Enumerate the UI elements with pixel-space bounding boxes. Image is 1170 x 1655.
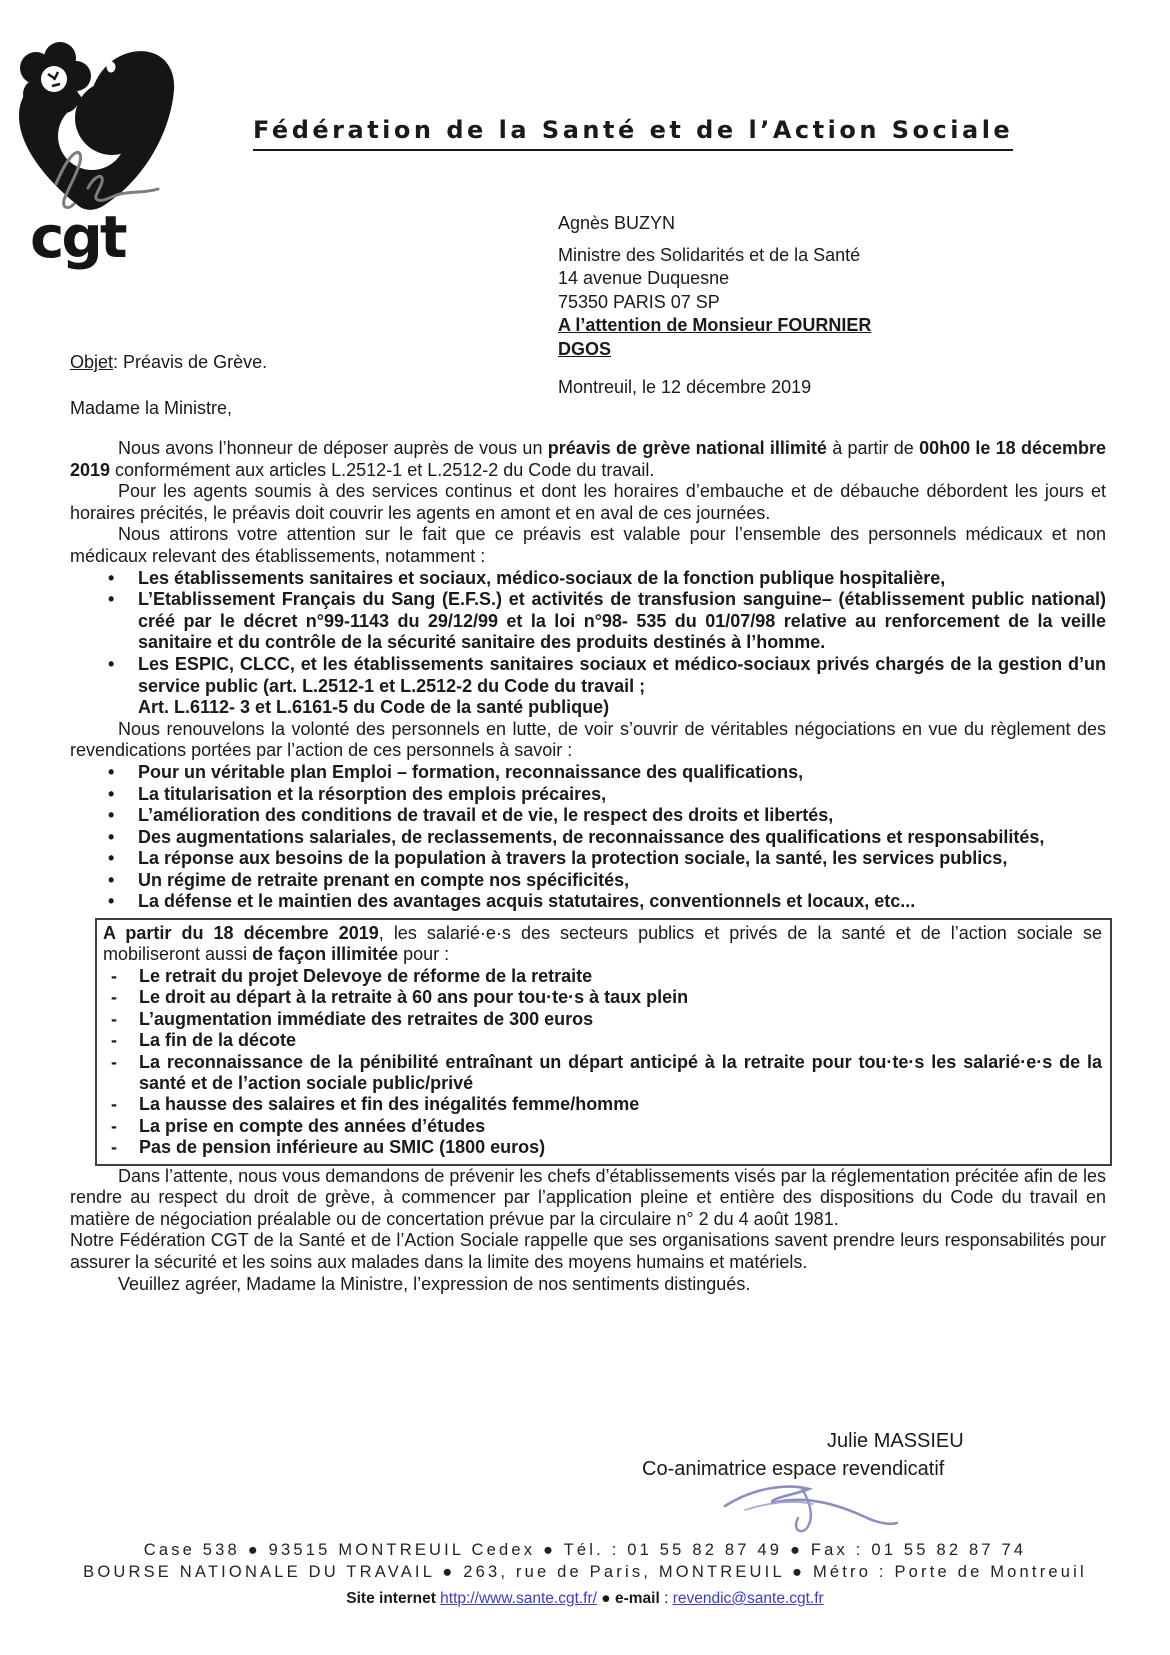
- email-link[interactable]: revendic@sante.cgt.fr: [672, 1590, 824, 1607]
- text-segment: A partir du 18 décembre 2019: [103, 923, 379, 944]
- text-segment: préavis de grève national illimité: [547, 438, 827, 458]
- list-item: - Le droit au départ à la retraite à 60 ans pour tou·te·s à taux plein: [103, 987, 1102, 1008]
- attention-service: DGOS: [558, 338, 612, 359]
- email-colon: :: [664, 1590, 669, 1607]
- list-item: • Des augmentations salariales, de reclassements, de reconnaissance des qualifications et responsabilités,: [70, 827, 1106, 849]
- box-demands-list: [103, 966, 1102, 1159]
- text-segment: conformément aux articles L.2512-1 et L.2512-2 du Code du travail.: [110, 459, 655, 480]
- text-segment: , les salarié·e·s des secteurs publics et privés de la santé et de l’action sociale se mobiliseront aussi: [103, 923, 1102, 965]
- list-item: • La réponse aux besoins de la population à travers la protection sociale, la santé, les services publics,: [70, 848, 1106, 870]
- recipient-city: 75350 PARIS 07 SP: [558, 291, 720, 312]
- footer-address-line1: Case 538 ● 93515 MONTREUIL Cedex ● Tél. : 01 55 82 87 49 ● Fax : 01 55 82 87 74: [143, 1541, 1027, 1559]
- logo-cgt-text: cgt: [30, 203, 125, 271]
- text-segment: Art. L.6112- 3 et L.6161-5 du Code de la santé publique): [138, 697, 610, 718]
- organization-title: Fédération de la Santé et de l’Action Sociale: [253, 116, 1013, 151]
- list-item: [70, 654, 1106, 719]
- establishments-list: [70, 568, 1106, 719]
- list-item: • L’Etablissement Français du Sang (E.F.S.) et activités de transfusion sanguine– (établissement public national) créé par le décret n°99-1143 du 29/12/99 et la loi n°98- 535 du 01/07/98 relative au renforcement de la veille sanitaire et du contrôle de la sécurité sanitaire des produits destinés à l’homme.: [70, 589, 1106, 654]
- paragraph-notice: [70, 438, 1106, 481]
- attention-line: A l’attention de Monsieur FOURNIER: [558, 315, 872, 335]
- strike-box: [95, 918, 1112, 1165]
- list-item: - La fin de la décote: [103, 1030, 1102, 1051]
- list-item: • L’amélioration des conditions de travail et de vie, le respect des droits et libertés,: [70, 805, 1106, 827]
- list-item: - Le retrait du projet Delevoye de réforme de la retraite: [103, 966, 1102, 987]
- paragraph-warning: Dans l’attente, nous vous demandons de prévenir les chefs d’établissements visés par la réglementation précitée afin de les rendre au respect du droit de grève, à commencer par l’application pleine et entière des dispositions du Code du travail en matière de négociation préalable ou de concertation prévue par la circulaire n° 2 du 4 août 1981.: [70, 1165, 1106, 1229]
- footer: [0, 1540, 1170, 1608]
- list-item: • La défense et le maintien des avantages acquis statutaires, conventionnels et locaux, etc...: [70, 891, 1106, 913]
- paragraph-responsibility: Notre Fédération CGT de la Santé et de l’Action Sociale rappelle que ses organisations savent prendre leurs responsabilités pour assurer la sécurité et les soins aux malades dans la limite des moyens humains et matériels.: [70, 1230, 1106, 1272]
- recipient-name: Agnès BUZYN: [558, 213, 676, 233]
- cgt-logo: [8, 36, 198, 271]
- list-item: • Les établissements sanitaires et sociaux, médico-sociaux de la fonction publique hospitalière,: [70, 568, 1106, 590]
- email-label: e-mail: [614, 1590, 660, 1607]
- demands-list: [70, 762, 1106, 913]
- text-segment: 00h00 le 18 décembre 2019: [70, 438, 1107, 480]
- box-intro: [103, 923, 1102, 966]
- signature-icon: [715, 1480, 905, 1535]
- paragraph-negotiations: Nous renouvelons la volonté des personnels en lutte, de voir s’ouvrir de véritables négociations en vue du règlement des revendications portées par l’action de ces personnels à savoir :: [70, 718, 1106, 761]
- subject-label: Objet: [70, 352, 114, 372]
- list-item: - La prise en compte des années d’études: [103, 1116, 1102, 1137]
- salutation: Madame la Ministre,: [70, 398, 233, 418]
- text-segment: Les ESPIC, CLCC, et les établissements sanitaires sociaux et médico-sociaux privés chargés de la gestion d’un service public (art. L.2512-1 et L.2512-2 du Code du travail ;: [138, 653, 1106, 696]
- footer-address-line2: BOURSE NATIONALE DU TRAVAIL ● 263, rue de Paris, MONTREUIL ● Métro : Porte de Montreuil: [83, 1562, 1087, 1581]
- footer-separator: ●: [601, 1590, 611, 1607]
- list-item: - L’augmentation immédiate des retraites de 300 euros: [103, 1009, 1102, 1030]
- footer-contact-line: [0, 1590, 1170, 1608]
- text-segment: de façon illimitée: [252, 944, 399, 965]
- paragraph-continuous-services: Pour les agents soumis à des services continus et dont les horaires d’embauche et de débauche débordent les jours et horaires précités, le préavis doit couvrir les agents en amont et en aval de ces journées.: [70, 481, 1106, 523]
- dove-eye: [107, 62, 116, 73]
- subject-line: [70, 352, 267, 373]
- site-label: Site internet: [346, 1590, 436, 1607]
- recipient-street: 14 avenue Duquesne: [558, 268, 730, 288]
- signatory-role: Co-animatrice espace revendicatif: [642, 1458, 945, 1480]
- list-item: • Un régime de retraite prenant en compte nos spécificités,: [70, 870, 1106, 892]
- list-item: • Pour un véritable plan Emploi – formation, reconnaissance des qualifications,: [70, 762, 1106, 784]
- list-item: • La titularisation et la résorption des emplois précaires,: [70, 784, 1106, 806]
- signatory-name: Julie MASSIEU: [827, 1430, 964, 1452]
- text-segment: pour :: [398, 944, 450, 965]
- paragraph-closing: Veuillez agréer, Madame la Ministre, l’expression de nos sentiments distingués.: [118, 1273, 751, 1294]
- text-segment: Nous avons l’honneur de déposer auprès de vous un: [118, 438, 548, 458]
- list-item: - La hausse des salaires et fin des inégalités femme/homme: [103, 1094, 1102, 1115]
- letter-body: [70, 438, 1106, 1295]
- wing-cover: [75, 81, 149, 155]
- dateline: Montreuil, le 12 décembre 2019: [558, 377, 812, 397]
- text-segment: à partir de: [826, 438, 920, 458]
- paragraph-attention: Nous attirons votre attention sur le fait que ce préavis est valable pour l’ensemble des personnels médicaux et non médicaux relevant des établissements, notamment :: [70, 524, 1106, 566]
- subject-text: : Préavis de Grève.: [113, 352, 268, 372]
- website-link[interactable]: http://www.sante.cgt.fr/: [440, 1590, 597, 1607]
- list-item: - Pas de pension inférieure au SMIC (1800 euros): [103, 1137, 1102, 1158]
- recipient-block: [558, 212, 871, 361]
- list-item: - La reconnaissance de la pénibilité entraînant un départ anticipé à la retraite pour tou·te·s les salarié·e·s de la santé et de l’action sociale public/privé: [103, 1052, 1102, 1095]
- recipient-title: Ministre des Solidarités et de la Santé: [558, 244, 861, 265]
